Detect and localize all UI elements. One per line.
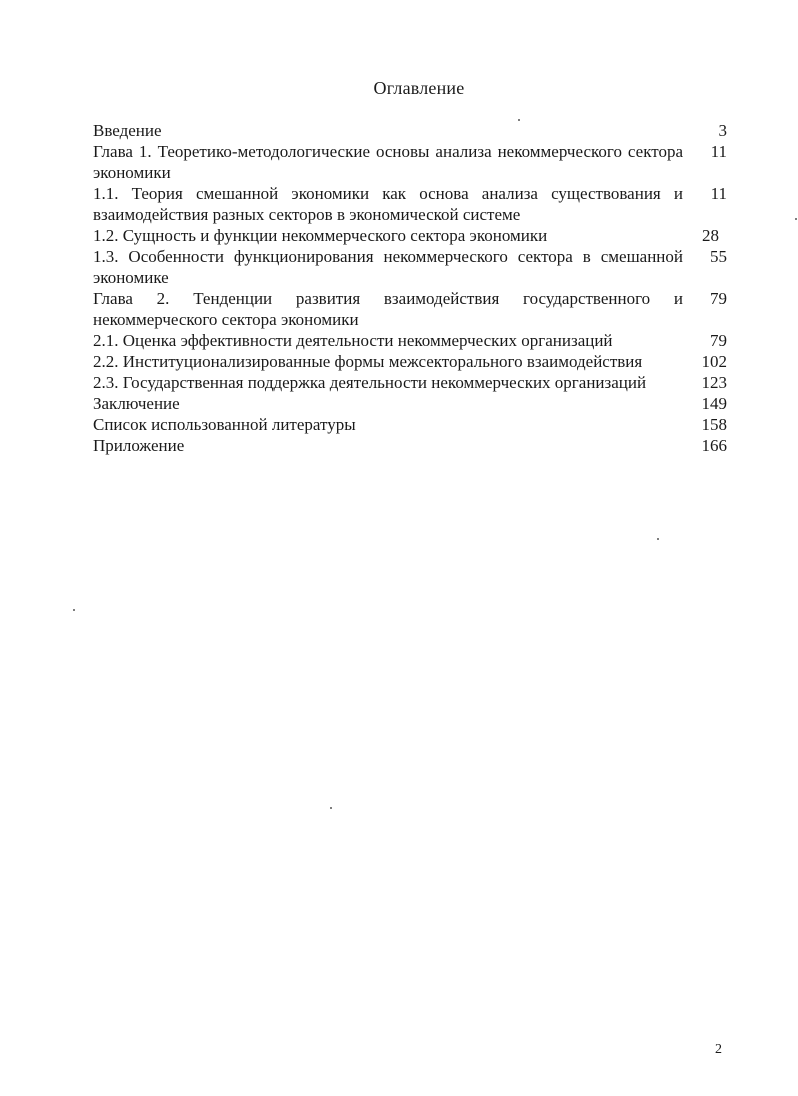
toc-entry-chapter-2[interactable] (93, 288, 727, 330)
toc-entry-title: 1.2. Сущность и функции некоммерческого сектора экономики (93, 226, 548, 245)
scan-speck (330, 807, 332, 809)
toc-entry-page: 11 (710, 142, 727, 161)
toc-entry-page: 28 (702, 226, 719, 245)
toc-entry-title: 2.3. Государственная поддержка деятельности некоммерческих организаций (93, 373, 647, 392)
scan-speck (73, 609, 75, 611)
toc-entry-page: 102 (701, 352, 727, 371)
toc-entry-title: 2.1. Оценка эффективности деятельности некоммерческих организаций (93, 331, 613, 350)
toc-entry-introduction[interactable] (93, 120, 727, 141)
scan-speck (518, 119, 520, 121)
toc-entry-page: 149 (701, 394, 727, 413)
toc-entry-section-1-1[interactable] (93, 183, 727, 225)
toc-entry-references[interactable] (93, 414, 727, 435)
toc-entry-section-2-1[interactable] (93, 330, 727, 351)
toc-entry-title: Список использованной литературы (93, 415, 356, 434)
toc-entry-appendix[interactable] (93, 435, 727, 456)
scan-speck (795, 218, 797, 220)
toc-entry-page: 158 (701, 415, 727, 434)
toc-entry-title: Заключение (93, 394, 180, 413)
toc-entry-title: Введение (93, 121, 162, 140)
toc-entry-page: 79 (710, 289, 727, 308)
toc-entry-section-1-3[interactable] (93, 246, 727, 288)
toc-entry-section-1-2[interactable] (93, 225, 727, 246)
page-number: 2 (715, 1042, 722, 1057)
toc-entry-title: 1.1. Теория смешанной экономики как основа анализа существования и взаимодействия разных секторов в экономической системе (93, 184, 683, 224)
table-of-contents (93, 120, 727, 456)
toc-entry-title: Глава 2. Тенденции развития взаимодействия государственного и некоммерческого сектора экономики (93, 289, 683, 329)
toc-entry-page: 55 (710, 247, 727, 266)
toc-entry-page: 123 (701, 373, 727, 392)
toc-entry-page: 166 (701, 436, 727, 455)
toc-entry-page: 3 (718, 121, 727, 140)
scan-speck (657, 538, 659, 540)
toc-entry-title: 2.2. Институционализированные формы межсекторального взаимодействия (93, 352, 643, 371)
toc-entry-section-2-2[interactable] (93, 351, 727, 372)
toc-entry-title: Приложение (93, 436, 185, 455)
toc-entry-title: Глава 1. Теоретико-методологические основы анализа некоммерческого сектора экономики (93, 142, 683, 182)
toc-entry-chapter-1[interactable] (93, 141, 727, 183)
toc-entry-page: 11 (710, 184, 727, 203)
page-title: Оглавление (373, 78, 465, 98)
toc-entry-conclusion[interactable] (93, 393, 727, 414)
toc-entry-section-2-3[interactable] (93, 372, 727, 393)
toc-entry-page: 79 (710, 331, 727, 350)
toc-entry-title: 1.3. Особенности функционирования некоммерческого сектора в смешанной экономике (93, 247, 683, 287)
